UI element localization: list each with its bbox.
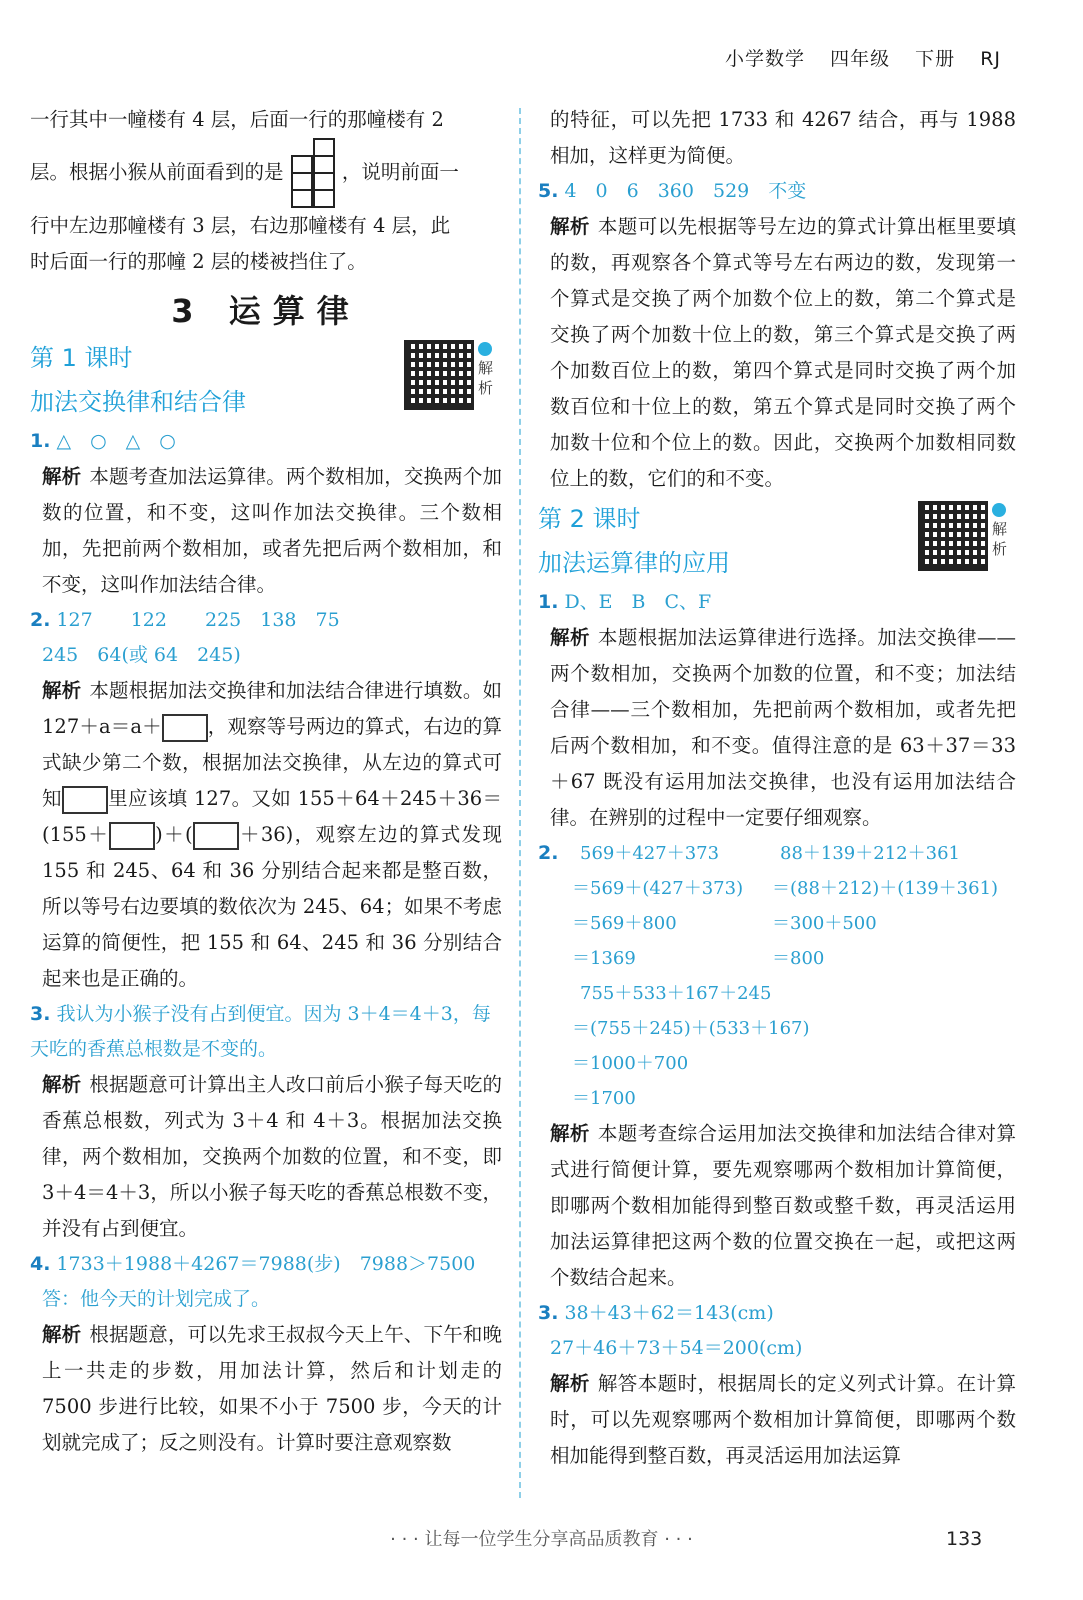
q3-explanation: 解析 根据题意可计算出主人改口前后小猴子每天吃的香蕉总根数，列式为 3＋4 和 4＋3。根据加法交换律，两个数相加，交换两个加数的位置，和不变，即 3＋4＝4＋3，所以小猴子每天吃的香蕉总根数不变，并没有占到便宜。 <box>42 1073 502 1240</box>
calc-line: ＝1369 <box>572 948 636 969</box>
calc-line: ＝(88＋212)＋(139＋361) <box>772 878 999 899</box>
qr-code-icon[interactable] <box>918 501 988 571</box>
qr-code-icon[interactable] <box>404 340 474 410</box>
calc-line: ＝(755＋245)＋(533＋167) <box>572 1018 810 1039</box>
column-divider <box>519 108 521 1498</box>
intro-line-3: 行中左边那幢楼有 3 层，右边那幢楼有 4 层，此 <box>30 214 451 237</box>
calc-line: 755＋533＋167＋245 <box>580 983 772 1004</box>
q2-answer-1: 2. 127 122 225 138 75 <box>30 609 340 631</box>
calc-line: 569＋427＋373 <box>580 843 720 864</box>
header-subject: 小学数学 <box>725 48 806 70</box>
blank-box <box>109 822 155 850</box>
blank-box <box>193 822 239 850</box>
blank-box <box>162 714 208 742</box>
q1-answer: 1. △ ○ △ ○ <box>30 430 176 452</box>
page-footer: · · · 让每一位学生分享高品质教育 · · · <box>390 1529 693 1550</box>
intro-line-2: 层。根据小猴从前面看到的是 ，说明前面一 <box>30 138 502 208</box>
calc-line: 88＋139＋212＋361 <box>780 843 960 864</box>
blank-box <box>62 786 108 814</box>
play-icon <box>992 503 1006 517</box>
page-header <box>707 44 1001 71</box>
lesson2-header <box>538 497 1016 585</box>
calc-line: ＝800 <box>772 948 825 969</box>
play-icon <box>478 342 492 356</box>
q4-answer-2: 答：他今天的计划完成了。 <box>42 1288 271 1310</box>
q2-answer-2: 245 64(或 64 245) <box>42 644 241 666</box>
calc-line: ＝569＋(427＋373) <box>572 878 744 899</box>
q4-answer-1: 4. 1733＋1988＋4267＝7988(步) 7988＞7500 <box>30 1253 476 1275</box>
r2-calculations: 2. 569＋427＋373 ＝569＋(427＋373) ＝569＋800 ＝1369 88＋139＋212＋361 ＝(88＋212)＋(139＋361) ＝300＋500 ＝800 <box>538 836 1016 976</box>
section-title: 3 运算律 <box>171 292 361 330</box>
q1-explanation: 解析 本题考查加法运算律。两个数相加，交换两个加数的位置，和不变，这叫作加法交换律。三个数相加，先把前两个数相加，或者先把后两个数相加，和不变，这叫作加法结合律。 <box>42 465 502 596</box>
q4-explanation: 解析 根据题意，可以先求王叔叔今天上午、下午和晚上一共走的步数，用加法计算，然后和计划走的 7500 步进行比较，如果不小于 7500 步，今天的计划就完成了；反之则没有。计算时要注意观察数 <box>42 1323 502 1454</box>
q4-continuation: 的特征，可以先把 1733 和 4267 结合，再与 1988 相加，这样更为简便。 <box>550 108 1016 167</box>
r3-answer-2: 27＋46＋73＋54＝200(cm) <box>550 1337 803 1359</box>
header-edition: RJ <box>980 48 1001 70</box>
intro-line-1: 一行其中一幢楼有 4 层，后面一行的那幢楼有 2 <box>30 108 444 131</box>
intro-line-4: 时后面一行的那幢 2 层的楼被挡住了。 <box>30 250 367 273</box>
r2-explanation: 解析 本题考查综合运用加法交换律和加法结合律对算式进行简便计算，要先观察哪两个数相加计算简便，即哪两个数相加能得到整百数或整千数，再灵活运用加法运算律把这两个数的位置交换在一起，或把这两个数结合起来。 <box>550 1122 1016 1289</box>
header-volume: 下册 <box>915 48 956 70</box>
q5-answer: 5. 4 0 6 360 529 不变 <box>538 180 807 202</box>
q2-explanation: 解析 本题根据加法交换律和加法结合律进行填数。如 127＋a＝a＋ ，观察等号两边的算式，右边的算式缺少第二个数，根据加法交换律，从左边的算式可知 里应该填 127。又如 155＋64＋245＋36＝(155＋ )＋( ＋36)，观察左边的算式发现 155 和 245、64 和 36 分别结合起来都是整百数，所以等号右边要填的数依次为 245、64；如果不考虑运算的简便性，把 155 和 64、245 和 36 分别结合起来也是正确的。 <box>42 679 503 990</box>
r2-calculations-2 <box>538 976 1016 1116</box>
r3-answer-1: 3. 38＋43＋62＝143(cm) <box>538 1302 774 1324</box>
calc-line: ＝1000＋700 <box>572 1053 689 1074</box>
building-view-icon <box>290 138 336 208</box>
r1-explanation: 解析 本题根据加法运算律进行选择。加法交换律——两个数相加，交换两个加数的位置，和不变；加法结合律——三个数相加，先把前两个数相加，或者先把后两个数相加，和不变。值得注意的是 63＋37＝33＋67 既没有运用加法交换律，也没有运用加法结合律。在辨别的过程中一定要仔细观察。 <box>550 626 1016 829</box>
calc-line: ＝300＋500 <box>772 913 877 934</box>
calc-line: ＝1700 <box>572 1088 636 1109</box>
header-grade: 四年级 <box>830 48 891 70</box>
lesson1-subtitle: 加法交换律和结合律 <box>30 388 246 416</box>
left-column <box>30 102 502 1461</box>
lesson2-title: 第 2 课时 <box>538 505 641 533</box>
r1-answer: 1. D、E B C、F <box>538 591 712 613</box>
lesson1-title: 第 1 课时 <box>30 344 133 372</box>
calc-line: ＝569＋800 <box>572 913 677 934</box>
lesson2-subtitle: 加法运算律的应用 <box>538 549 730 577</box>
r3-explanation: 解析 解答本题时，根据周长的定义列式计算。在计算时，可以先观察哪两个数相加计算简便，即哪两个数相加能得到整百数，再灵活运用加法运算 <box>550 1372 1016 1467</box>
lesson1-header <box>30 336 502 424</box>
qr-label: 解析 <box>478 342 498 398</box>
page-number: 133 <box>946 1528 983 1550</box>
qr-label: 解析 <box>992 503 1012 559</box>
q5-explanation: 解析 本题可以先根据等号左边的算式计算出框里要填的数，再观察各个算式等号左右两边的数，发现第一个算式是交换了两个加数个位上的数，第二个算式是交换了两个加数十位上的数，第三个算式是交换了两个加数百位上的数，第四个算式是同时交换了两个加数百位和十位上的数，第五个算式是同时交换了两个加数十位和个位上的数。因此，交换两个加数相同数位上的数，它们的和不变。 <box>550 215 1016 490</box>
right-column <box>538 102 1016 1474</box>
q3-answer: 3. 我认为小猴子没有占到便宜。因为 3＋4＝4＋3，每天吃的香蕉总根数是不变的。 <box>30 1003 491 1060</box>
